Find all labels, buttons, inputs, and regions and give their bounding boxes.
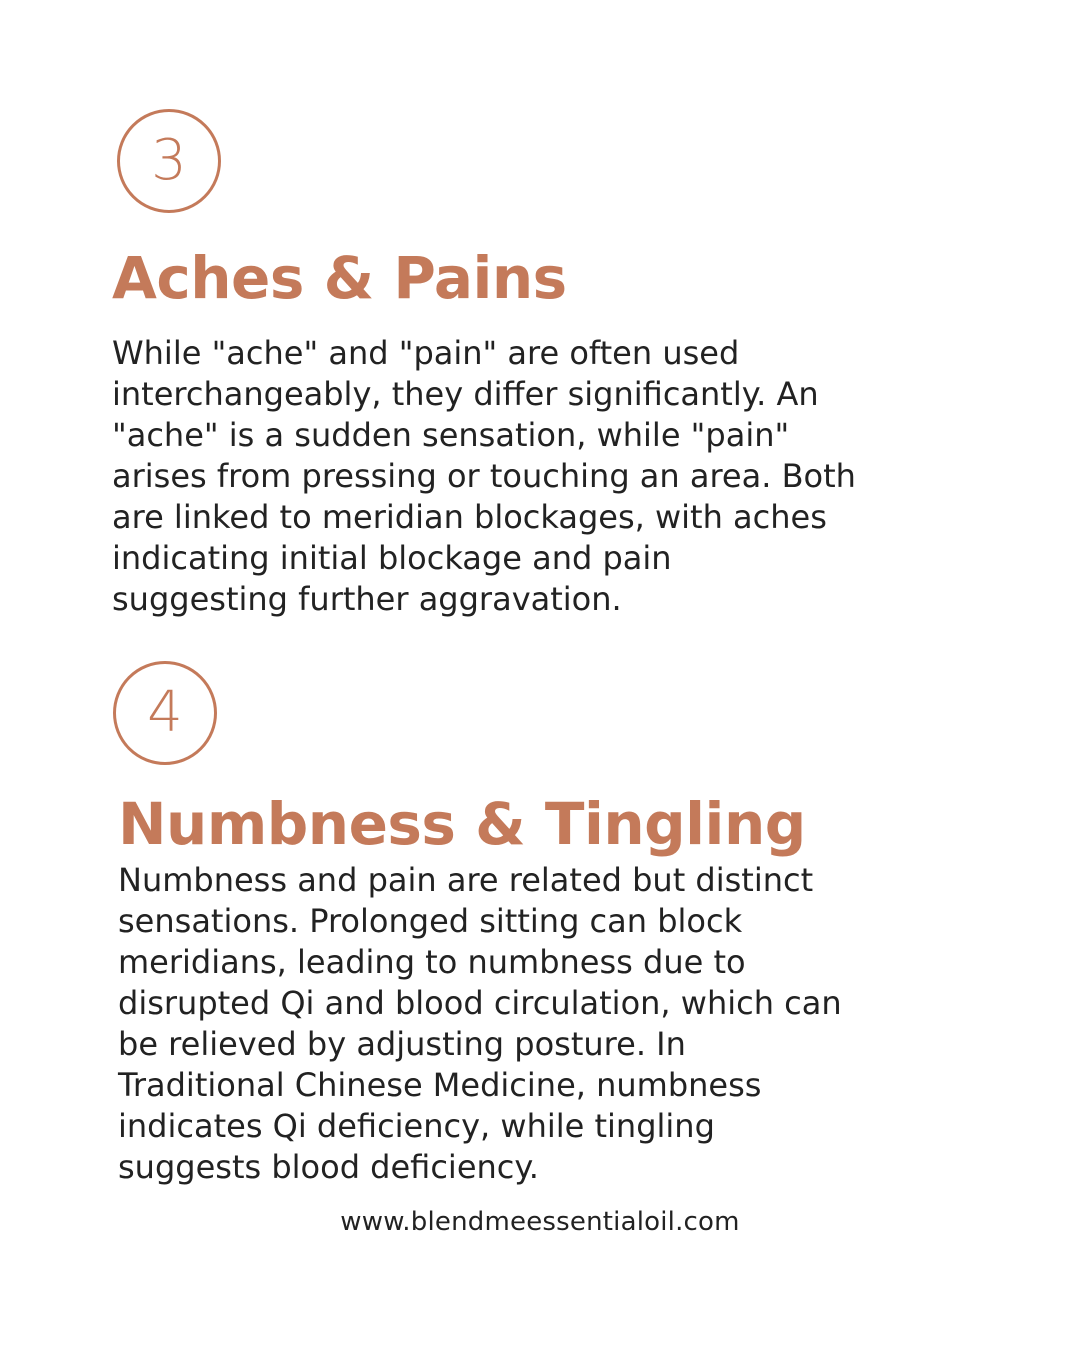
body-line: While "ache" and "pain" are often used bbox=[112, 334, 740, 372]
body-line: indicating initial blockage and pain bbox=[112, 539, 672, 577]
body-line: interchangeably, they differ significantly. An bbox=[112, 375, 819, 413]
section-title-aches-pains: Aches & Pains bbox=[112, 244, 567, 312]
body-line: be relieved by adjusting posture. In bbox=[118, 1025, 686, 1063]
body-line: sensations. Prolonged sitting can block bbox=[118, 902, 743, 940]
section-body-numbness-tingling bbox=[118, 860, 842, 1188]
body-line: meridians, leading to numbness due to bbox=[118, 943, 746, 981]
body-line: are linked to meridian blockages, with aches bbox=[112, 498, 827, 536]
section-number: 3 bbox=[151, 128, 187, 193]
body-line: Traditional Chinese Medicine, numbness bbox=[118, 1066, 762, 1104]
section-number-3-badge bbox=[117, 109, 221, 213]
section-number: 4 bbox=[147, 680, 183, 745]
body-line: indicates Qi deficiency, while tingling bbox=[118, 1107, 715, 1145]
section-title-numbness-tingling: Numbness & Tingling bbox=[118, 790, 806, 858]
body-line: disrupted Qi and blood circulation, which can bbox=[118, 984, 842, 1022]
section-number-4-badge bbox=[113, 661, 217, 765]
body-line: "ache" is a sudden sensation, while "pain" bbox=[112, 416, 790, 454]
body-line: suggests blood deficiency. bbox=[118, 1148, 539, 1186]
body-line: Numbness and pain are related but distinct bbox=[118, 861, 814, 899]
section-body-aches-pains bbox=[112, 333, 856, 620]
body-line: arises from pressing or touching an area. Both bbox=[112, 457, 856, 495]
footer-website-link[interactable]: www.blendmeessentialoil.com bbox=[340, 1207, 740, 1237]
body-line: suggesting further aggravation. bbox=[112, 580, 622, 618]
